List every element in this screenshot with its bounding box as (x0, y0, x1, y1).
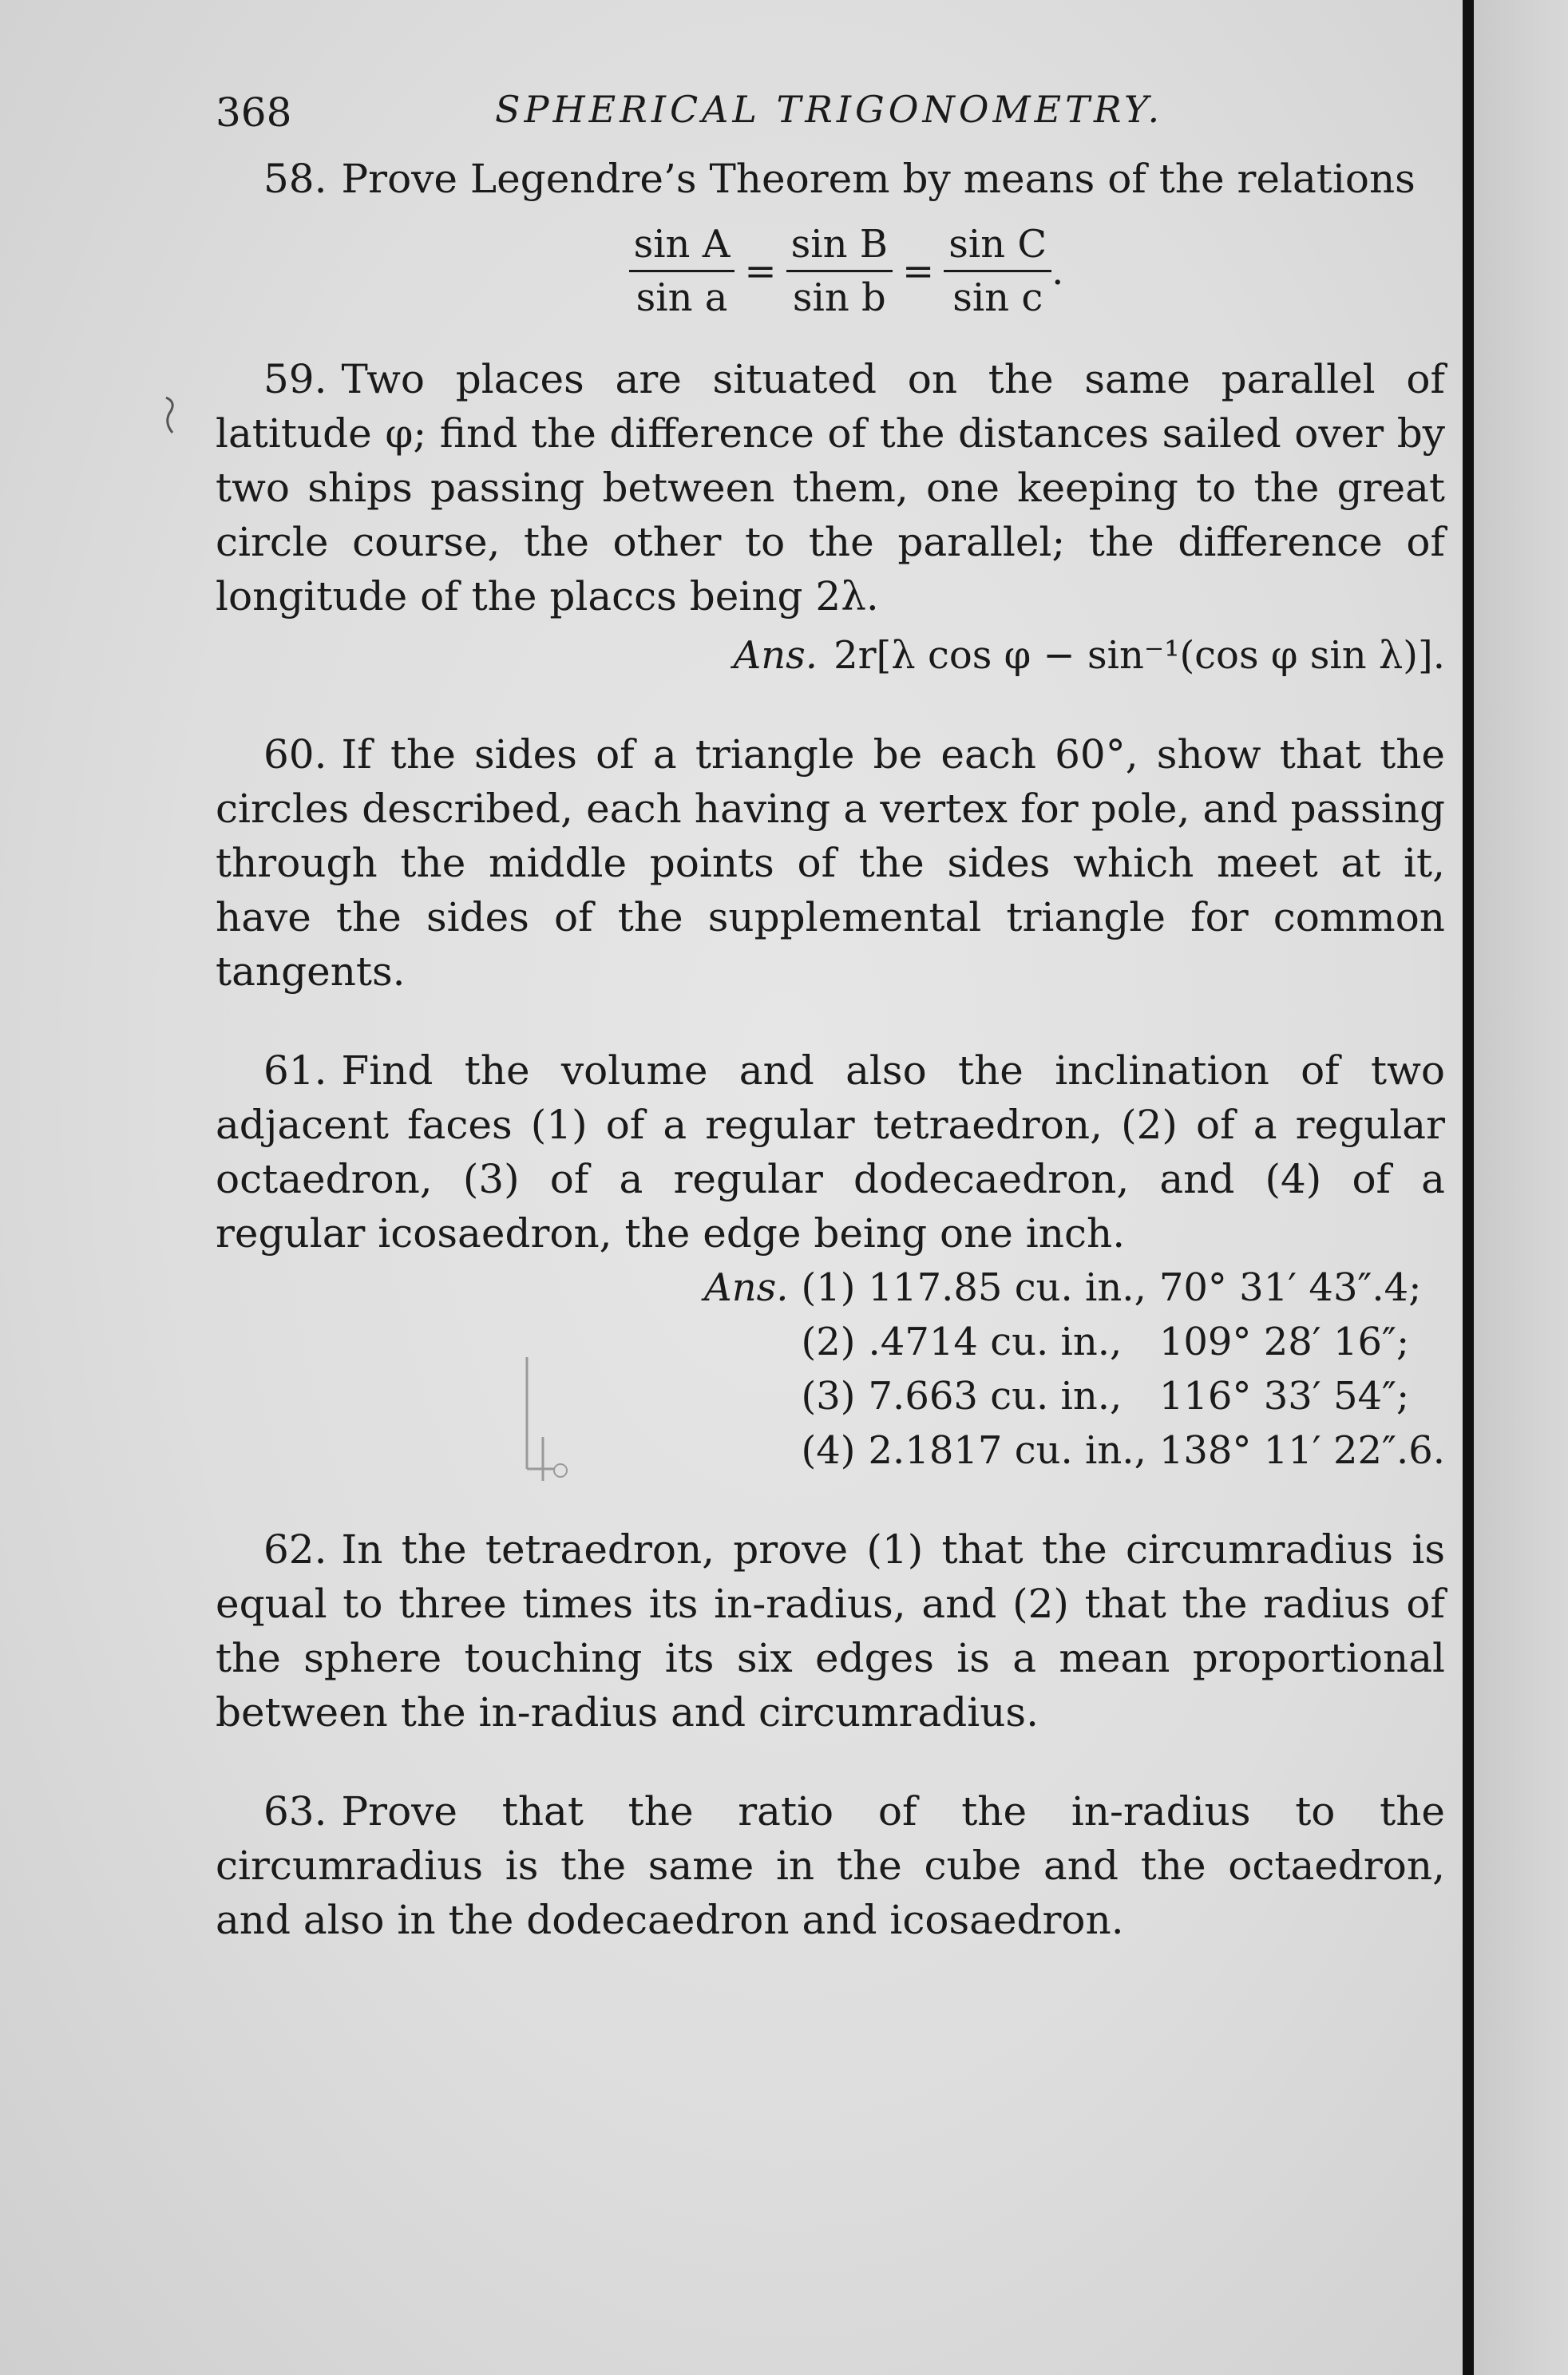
running-head: SPHERICAL TRIGONOMETRY. (495, 88, 1164, 131)
answer-angle: 109° 28′ 16″; (1158, 1320, 1410, 1364)
page-header (216, 80, 1445, 152)
answer-angle: 70° 31′ 43″.4; (1158, 1265, 1422, 1310)
problem-number: 63. (263, 1788, 327, 1835)
problem-59 (216, 352, 1445, 623)
book-spine-shadow (1463, 0, 1474, 2375)
answer-index: (1) (801, 1265, 856, 1310)
formula-period: . (1051, 248, 1064, 294)
problem-text: Find the volume and also the inclination of two adjacent faces (1) of a regular tetraedron, (2) of a regular octaedron, (3) of a regular dodecaedron, and (4) of a regular icosaedron, the edge being one inch. (216, 1047, 1445, 1257)
problem-text: Two places are situated on the same parallel of latitude φ; find the difference of the distances sailed over by two ships passing between them, one keeping to the great circle course, the other to the parallel; the difference of longitude of the placcs being 2λ. (216, 356, 1445, 619)
problem-58 (216, 152, 1445, 206)
problem-text: Prove Legendre’s Theorem by means of the relations (341, 156, 1416, 202)
answer-index: (4) (801, 1428, 856, 1473)
fraction-denominator: sin c (952, 275, 1043, 320)
answer-volume: 117.85 cu. in., (868, 1265, 1146, 1310)
problem-63 (216, 1784, 1445, 1947)
answer-volume: 7.663 cu. in., (868, 1374, 1123, 1419)
equals-sign: = (902, 248, 935, 294)
fraction-numerator: sin B (786, 222, 893, 272)
answer-text: 2r[λ cos φ − sin⁻¹(cos φ sin λ)]. (833, 633, 1445, 678)
answer-label: Ans. (733, 633, 818, 678)
problem-number: 62. (263, 1526, 327, 1573)
answer-index: (2) (801, 1320, 856, 1364)
problem-60 (216, 727, 1445, 999)
answer-index: (3) (801, 1374, 856, 1419)
problem-text: Prove that the ratio of the in-radius to the circumradius is the same in the cube and the octaedron, and also in the dodecaedron and icosaedron. (216, 1788, 1445, 1943)
page-gutter (1474, 0, 1568, 2375)
problem-number: 61. (263, 1047, 327, 1094)
page-content (216, 80, 1445, 1947)
problem-number: 60. (263, 731, 327, 778)
problem-number: 59. (263, 356, 327, 402)
fraction-denominator: sin b (792, 275, 886, 320)
fraction-a (629, 222, 735, 320)
problem-text: In the tetraedron, prove (1) that the circumradius is equal to three times its in-radius, and (2) that the radius of the sphere touching its six edges is a mean proportional between the in-radius and circumradius. (216, 1526, 1445, 1736)
fraction-numerator: sin A (629, 222, 735, 272)
answer-angle: 138° 11′ 22″.6. (1158, 1428, 1445, 1473)
problem-61 (216, 1043, 1445, 1261)
answer-61 (216, 1261, 1445, 1478)
fraction-c (944, 222, 1051, 320)
answer-volume: 2.1817 cu. in., (868, 1428, 1146, 1473)
equals-sign: = (744, 248, 777, 294)
sine-rule-formula (216, 222, 1445, 320)
fraction-denominator: sin a (636, 275, 728, 320)
answer-label: Ans. (704, 1265, 789, 1310)
problem-text: If the sides of a triangle be each 60°, show that the circles described, each having a vertex for pole, and passing through the middle points of the sides which meet at it, have the sides of the supplemental triangle for common tangents. (216, 731, 1445, 995)
fraction-b (786, 222, 893, 320)
problem-62 (216, 1522, 1445, 1740)
margin-mark (160, 391, 184, 439)
fraction-numerator: sin C (944, 222, 1051, 272)
page-number: 368 (216, 89, 292, 136)
problem-number: 58. (263, 156, 327, 202)
answer-volume: .4714 cu. in., (868, 1320, 1123, 1364)
answer-angle: 116° 33′ 54″; (1158, 1374, 1410, 1419)
answer-59 (216, 628, 1445, 683)
